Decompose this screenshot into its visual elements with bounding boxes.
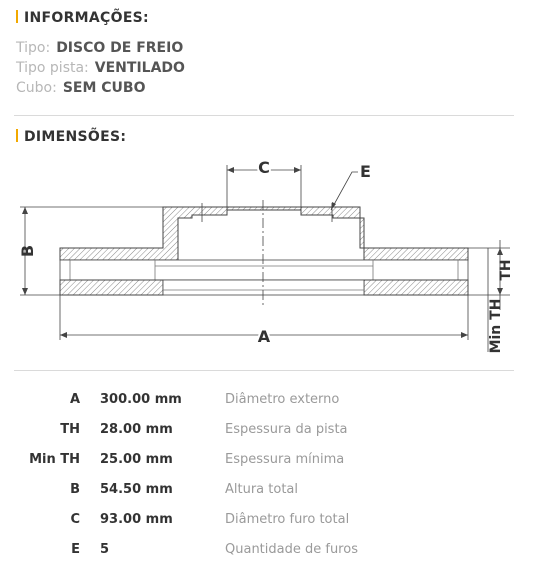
spec-value: 28.00 mm [100,422,173,437]
dimension-label-a: A [257,327,271,346]
divider [14,370,514,371]
spec-code: B [70,482,80,497]
divider [14,115,514,116]
info-header-text: INFORMAÇÕES: [24,10,149,26]
info-row-cubo [16,80,146,96]
dimension-label-th: TH [498,259,514,281]
info-label: Tipo: [16,40,51,56]
spec-description: Diâmetro externo [225,392,340,407]
spec-value: 54.50 mm [100,482,173,497]
spec-description: Espessura mínima [225,452,345,467]
spec-code: A [69,392,80,407]
spec-row [0,392,543,412]
info-row-tipo-pista [16,60,185,76]
info-value: DISCO DE FREIO [56,40,184,56]
dimension-label-b: B [18,244,37,258]
spec-row [0,422,543,442]
brake-disc-diagram [0,150,543,360]
info-value: SEM CUBO [62,80,146,96]
spec-value: 5 [100,542,110,557]
dimensions-header-text: DIMENSÕES: [24,129,127,145]
info-section-header [16,10,149,26]
spec-code: C [70,512,80,527]
spec-row [0,482,543,502]
dimension-label-c: C [258,158,270,177]
dimension-label-min-th: Min TH [488,298,504,354]
spec-code: E [71,542,80,557]
spec-value: 25.00 mm [100,452,173,467]
info-label: Tipo pista: [16,60,89,76]
spec-row [0,542,543,562]
accent-bar [16,10,18,23]
spec-description: Diâmetro furo total [225,512,350,527]
dimension-label-e: E [360,162,371,181]
info-value: VENTILADO [94,60,185,76]
spec-value: 93.00 mm [100,512,173,527]
disc-vanes [60,260,468,280]
info-label: Cubo: [16,80,57,96]
spec-description: Espessura da pista [225,422,348,437]
spec-code: Min TH [29,452,80,467]
spec-description: Altura total [225,482,299,497]
info-row-tipo [16,40,183,56]
spec-code: TH [60,422,80,437]
spec-value: 300.00 mm [100,392,182,407]
spec-description: Quantidade de furos [225,542,358,557]
spec-row [0,452,543,472]
accent-bar [16,129,18,142]
dimensions-section-header [16,129,126,145]
spec-row [0,512,543,532]
disc-upper-section [60,207,468,260]
